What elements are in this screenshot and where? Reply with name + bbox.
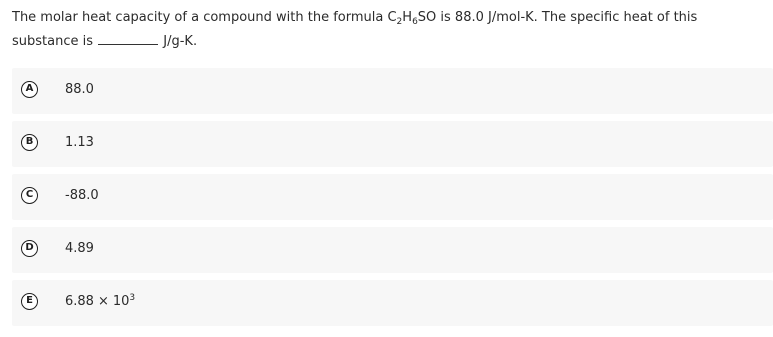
option-b[interactable] — [12, 121, 773, 167]
question-part-2: H — [402, 10, 413, 25]
option-value: 88.0 — [65, 82, 94, 97]
question-part-1: The molar heat capacity of a compound with the formula C — [12, 10, 397, 25]
option-letter-badge: E — [21, 293, 38, 310]
option-mantissa: 6.88 — [65, 294, 94, 309]
subscript-carbon-count: 2 — [396, 17, 403, 27]
option-value: 4.89 — [65, 241, 94, 256]
option-c[interactable] — [12, 174, 773, 220]
option-d[interactable] — [12, 227, 773, 273]
option-e[interactable] — [12, 280, 773, 326]
option-letter-badge: A — [21, 81, 38, 98]
option-value-scientific — [65, 294, 135, 310]
option-letter-badge: B — [21, 134, 38, 151]
option-value: -88.0 — [65, 188, 99, 203]
option-value: 1.13 — [65, 135, 94, 150]
question-text — [12, 6, 767, 54]
answer-blank — [98, 32, 158, 45]
option-exponent: 3 — [129, 293, 136, 303]
option-a[interactable] — [12, 68, 773, 114]
subscript-hydrogen-count: 6 — [412, 17, 418, 27]
option-letter-badge: D — [21, 240, 38, 257]
option-letter-badge: C — [21, 187, 38, 204]
answer-options — [12, 68, 773, 333]
multiply-sign: × — [97, 294, 109, 309]
option-base: 10 — [112, 294, 130, 309]
question-part-3: SO is 88.0 J/mol-K. The specific heat of this substance is — [12, 10, 698, 49]
question-part-4: J/g-K. — [159, 34, 198, 49]
